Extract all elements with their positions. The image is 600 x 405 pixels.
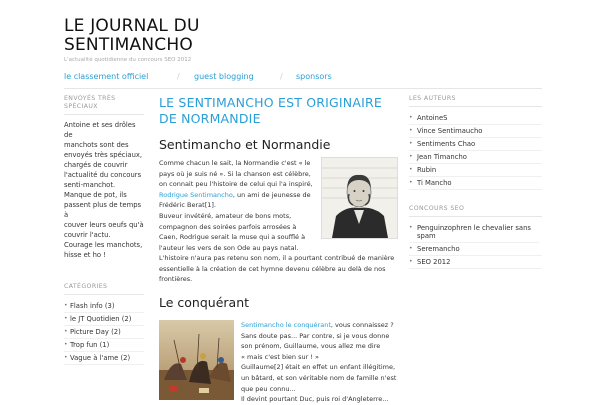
envoyes-bio xyxy=(64,120,144,260)
section-heading-conquerant: Le conquérant xyxy=(159,295,250,310)
section2-text xyxy=(241,320,401,405)
category-item[interactable]: • Picture Day (2) xyxy=(64,326,144,339)
concours-item[interactable]: • Penguinzophren le chevalier sans spam xyxy=(409,222,539,243)
text-line: l'auteur les vers de son Ode au pays natal. xyxy=(159,243,299,252)
site-tagline: L'actualité quotidienne du concours SEO 2012 xyxy=(64,57,192,63)
nav-separator: / xyxy=(177,72,180,81)
battle-painting-icon xyxy=(159,320,234,400)
text-line: Comme chacun le sait, la Normandie c'est « le xyxy=(159,159,311,167)
category-item[interactable]: • Vague à l'ame (2) xyxy=(64,352,144,365)
nav-item-sponsors[interactable]: sponsors xyxy=(296,72,332,81)
bio-line: senti-manchot. xyxy=(64,181,116,189)
text-line: un bâtard, et son véritable nom de famille n'est xyxy=(241,373,397,382)
widget-divider xyxy=(64,294,144,295)
portrait-engraving-icon xyxy=(322,158,397,238)
text-line: L'histoire n'aura pas retenu son nom, il a pourtant contribué de manière xyxy=(159,254,395,262)
text-line: essentielle à la création de cet hymne devenu célèbre au delà de nos xyxy=(159,264,386,273)
widget-divider xyxy=(64,114,144,115)
conquerant-link[interactable]: Sentimancho le conquérant xyxy=(241,321,331,329)
category-item[interactable]: • Trop fun (1) xyxy=(64,339,144,352)
post-content xyxy=(159,95,397,404)
bio-line: passent plus de temps à xyxy=(64,201,142,219)
concours-item[interactable]: • SEO 2012 xyxy=(409,256,542,269)
category-item[interactable]: • le JT Quotidien (2) xyxy=(64,313,144,326)
post-title[interactable]: LE SENTIMANCHO EST ORIGINAIRE DE NORMANDIE xyxy=(159,95,382,126)
text-line: Il devint pourtant Duc, puis roi d'Angleterre... xyxy=(241,395,389,404)
text-line: Rodrigue Sentimancho, un ami de jeunesse de xyxy=(159,190,311,199)
author-item[interactable]: • Ti Mancho xyxy=(409,177,542,190)
widget-divider xyxy=(409,216,542,217)
author-item[interactable]: • Rubin xyxy=(409,164,542,177)
left-sidebar xyxy=(64,95,144,365)
author-item[interactable]: • AntoineS xyxy=(409,112,542,125)
site-title-line2[interactable]: SENTIMANCHO xyxy=(64,35,193,55)
text-line: pays où je suis né ». Si la chanson est célèbre, xyxy=(159,169,311,178)
bio-line: couvrir l'actu. xyxy=(64,231,111,239)
text-line: Sans doute pas... Par contre, si je vous donne xyxy=(241,331,390,340)
bio-line: l'actualité du concours xyxy=(64,171,142,179)
bio-line: Antoine et ses drôles de xyxy=(64,121,136,139)
bio-line: envoyés très spéciaux, xyxy=(64,151,143,159)
auteurs-widget-title: LES AUTEURS xyxy=(409,95,456,102)
text-line: compagnon des soirées parfois arrosées à xyxy=(159,222,297,231)
text-line: Frédéric Berat[1]. xyxy=(159,201,216,210)
site-title-line1[interactable]: LE JOURNAL DU xyxy=(64,16,200,36)
envoyes-widget-title: ENVOYÉS TRÈS SPÉCIAUX xyxy=(64,95,116,110)
rodrigue-link[interactable]: Rodrigue Sentimancho xyxy=(159,190,233,199)
right-sidebar xyxy=(409,95,542,269)
categories-list xyxy=(64,300,144,365)
author-item[interactable]: • Vince Sentimaucho xyxy=(409,125,542,138)
category-item[interactable]: • Flash info (3) xyxy=(64,300,144,313)
section1-wrapped-text xyxy=(159,158,319,253)
widget-divider xyxy=(409,106,542,107)
nav-item-guest-blogging[interactable]: guest blogging xyxy=(194,72,254,81)
concours-item[interactable]: • Seremancho xyxy=(409,243,542,256)
bio-line: chargés de couvrir xyxy=(64,161,128,169)
author-item[interactable]: • Sentiments Chao xyxy=(409,138,542,151)
categories-widget-title: CATÉGORIES xyxy=(64,283,108,290)
nav-divider xyxy=(64,88,542,89)
concours-list xyxy=(409,222,542,269)
text-line: on connait peu l'histoire de celui qui l'a inspiré, xyxy=(159,180,313,189)
text-line: Buveur invétéré, amateur de bons mots, xyxy=(159,211,292,220)
section1-full-text xyxy=(159,253,397,285)
section-heading-normandie: Sentimancho et Normandie xyxy=(159,137,331,152)
text-line: Caen, Rodrigue serait la muse qui a soufflé à xyxy=(159,233,306,242)
text-line: frontières. xyxy=(159,275,193,284)
text-line: « mais c'est bien sur ! » xyxy=(241,352,319,361)
bio-line: Courage les manchots, xyxy=(64,241,143,249)
bio-line: couver leurs oeufs qu'à xyxy=(64,221,144,229)
portrait-image xyxy=(321,157,398,239)
concours-widget-title: CONCOURS SEO xyxy=(409,205,465,212)
text-line: que peu connu... xyxy=(241,384,296,393)
text-line: Sentimancho le conquérant, vous connaissez ? xyxy=(241,321,394,329)
nav-separator: / xyxy=(280,72,283,81)
nav-item-classement[interactable]: le classement officiel xyxy=(64,72,149,81)
site-title[interactable] xyxy=(64,17,264,55)
bio-line: Manque de pot, ils xyxy=(64,191,127,199)
auteurs-list xyxy=(409,112,542,190)
text-line: son prénom, Guillaume, vous allez me dire xyxy=(241,342,381,351)
main-nav xyxy=(64,72,544,86)
bio-line: manchots sont des xyxy=(64,141,129,149)
battle-image xyxy=(159,320,234,400)
author-item[interactable]: • Jean Timancho xyxy=(409,151,542,164)
text-line: Guillaume[2] était en effet un enfant illégitime, xyxy=(241,363,396,372)
bio-line: hisse et ho ! xyxy=(64,251,106,259)
